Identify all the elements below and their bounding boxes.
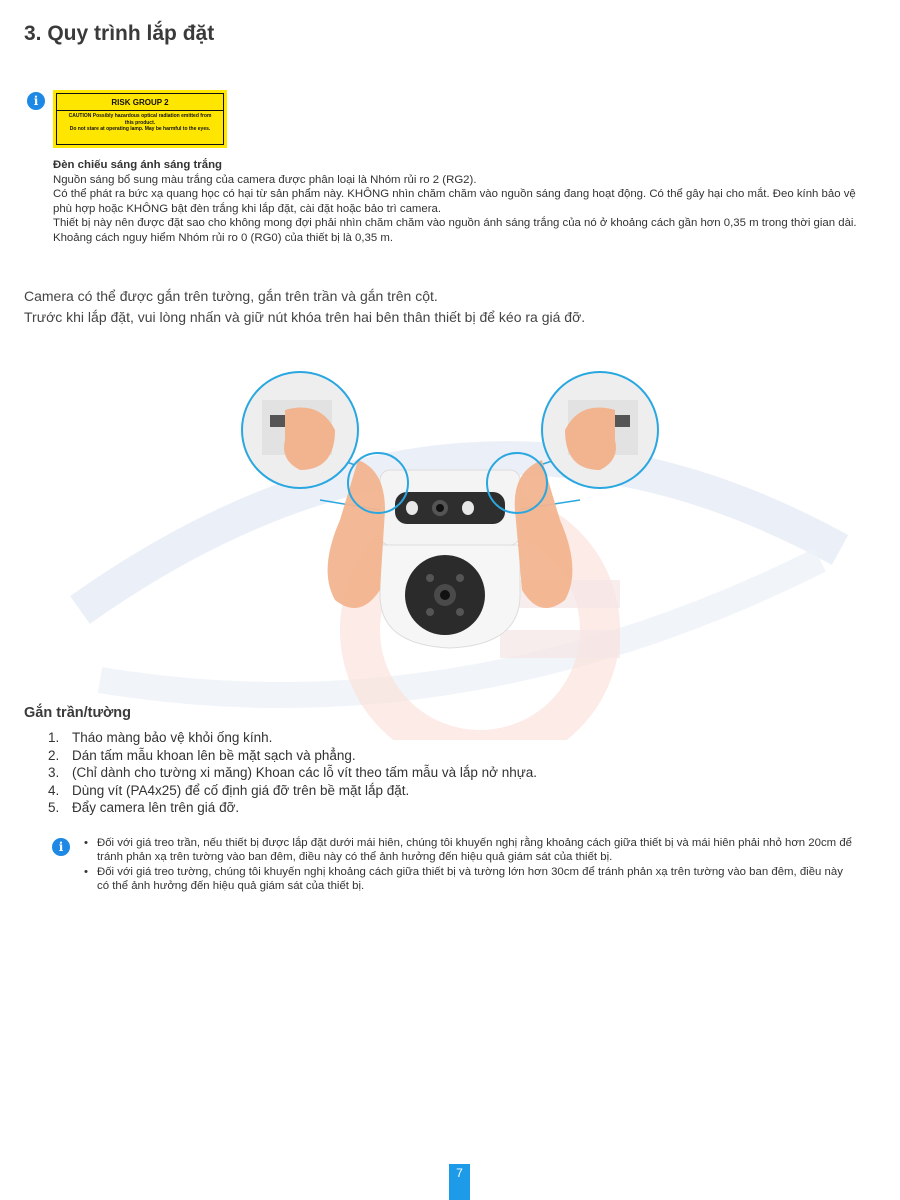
risk-group-label (53, 90, 227, 148)
risk-label-text: CAUTION Possibly hazardous optical radiation emitted from this product. Do not stare at operating lamp. May be harmful to the eyes. (68, 113, 212, 132)
list-item: 3. (Chỉ dành cho tường xi măng) Khoan các lỗ vít theo tấm mẫu và lắp nở nhựa. (48, 765, 538, 780)
warning-paragraph: Nguồn sáng bổ sung màu trắng của camera được phân loại là Nhóm rủi ro 2 (RG2). (53, 173, 477, 186)
list-item: • Đối với giá treo trần, nếu thiết bị được lắp đặt dưới mái hiên, chúng tôi khuyến nghị rằng khoảng cách giữa thiết bị và mái hiên phải nhỏ hơn 20cm để tránh phản xạ trên tường vào ban đêm, điều này có thể ảnh hưởng đến hiệu quả giám sát của thiết bị. (84, 836, 854, 865)
list-item: 1. Tháo màng bảo vệ khỏi ống kính. (48, 730, 273, 745)
list-item: 5. Đẩy camera lên trên giá đỡ. (48, 800, 240, 815)
risk-label-heading: RISK GROUP 2 (57, 94, 223, 111)
intro-line: Camera có thể được gắn trên tường, gắn trên trần và gắn trên cột. (24, 288, 438, 304)
mounting-steps (48, 729, 537, 817)
warning-paragraph: Thiết bị này nên được đặt sao cho không mong đợi phải nhìn chăm chăm vào nguồn ánh sáng trắng của nó ở khoảng cách gần hơn 0,35 m trong thời gian dài. Khoảng cách nguy hiểm Nhóm rủi ro 0 (RG0) của thiết bị là 0,35 m. (53, 217, 857, 244)
info-icon: i (52, 838, 70, 856)
info-icon: i (27, 92, 45, 110)
camera-install-illustration (240, 360, 660, 660)
intro-line: Trước khi lắp đặt, vui lòng nhấn và giữ nút khóa trên hai bên thân thiết bị để kéo ra giá đỡ. (24, 309, 586, 325)
mounting-section-title: Gắn trần/tường (24, 705, 132, 721)
page-number: 7 (449, 1164, 470, 1200)
warning-paragraph: Có thể phát ra bức xạ quang học có hại từ sản phẩm này. KHÔNG nhìn chăm chăm vào nguồn sáng đang hoạt động. Có thể gây hại cho mắt. Đeo kính bảo vệ phù hợp hoặc KHÔNG bật đèn trắng khi lắp đặt, cài đặt hoặc bảo trì camera. (53, 188, 856, 215)
mounting-notes (84, 836, 854, 894)
list-item: 2. Dán tấm mẫu khoan lên bề mặt sạch và phẳng. (48, 747, 356, 763)
page-title: 3. Quy trình lắp đặt (24, 22, 215, 45)
intro-text (24, 286, 874, 328)
list-item: 4. Dùng vít (PA4x25) để cố định giá đỡ trên bề mặt lắp đặt. (48, 782, 410, 798)
warning-title: Đèn chiếu sáng ánh sáng trắng (53, 159, 222, 171)
white-light-warning (53, 158, 873, 246)
list-item: • Đối với giá treo tường, chúng tôi khuyến nghị khoảng cách giữa thiết bị và tường lớn hơn 30cm để tránh phản xạ trên tường vào ban đêm, điều này có thể ảnh hưởng đến hiệu quả giám sát của thiết bị. (84, 865, 854, 894)
